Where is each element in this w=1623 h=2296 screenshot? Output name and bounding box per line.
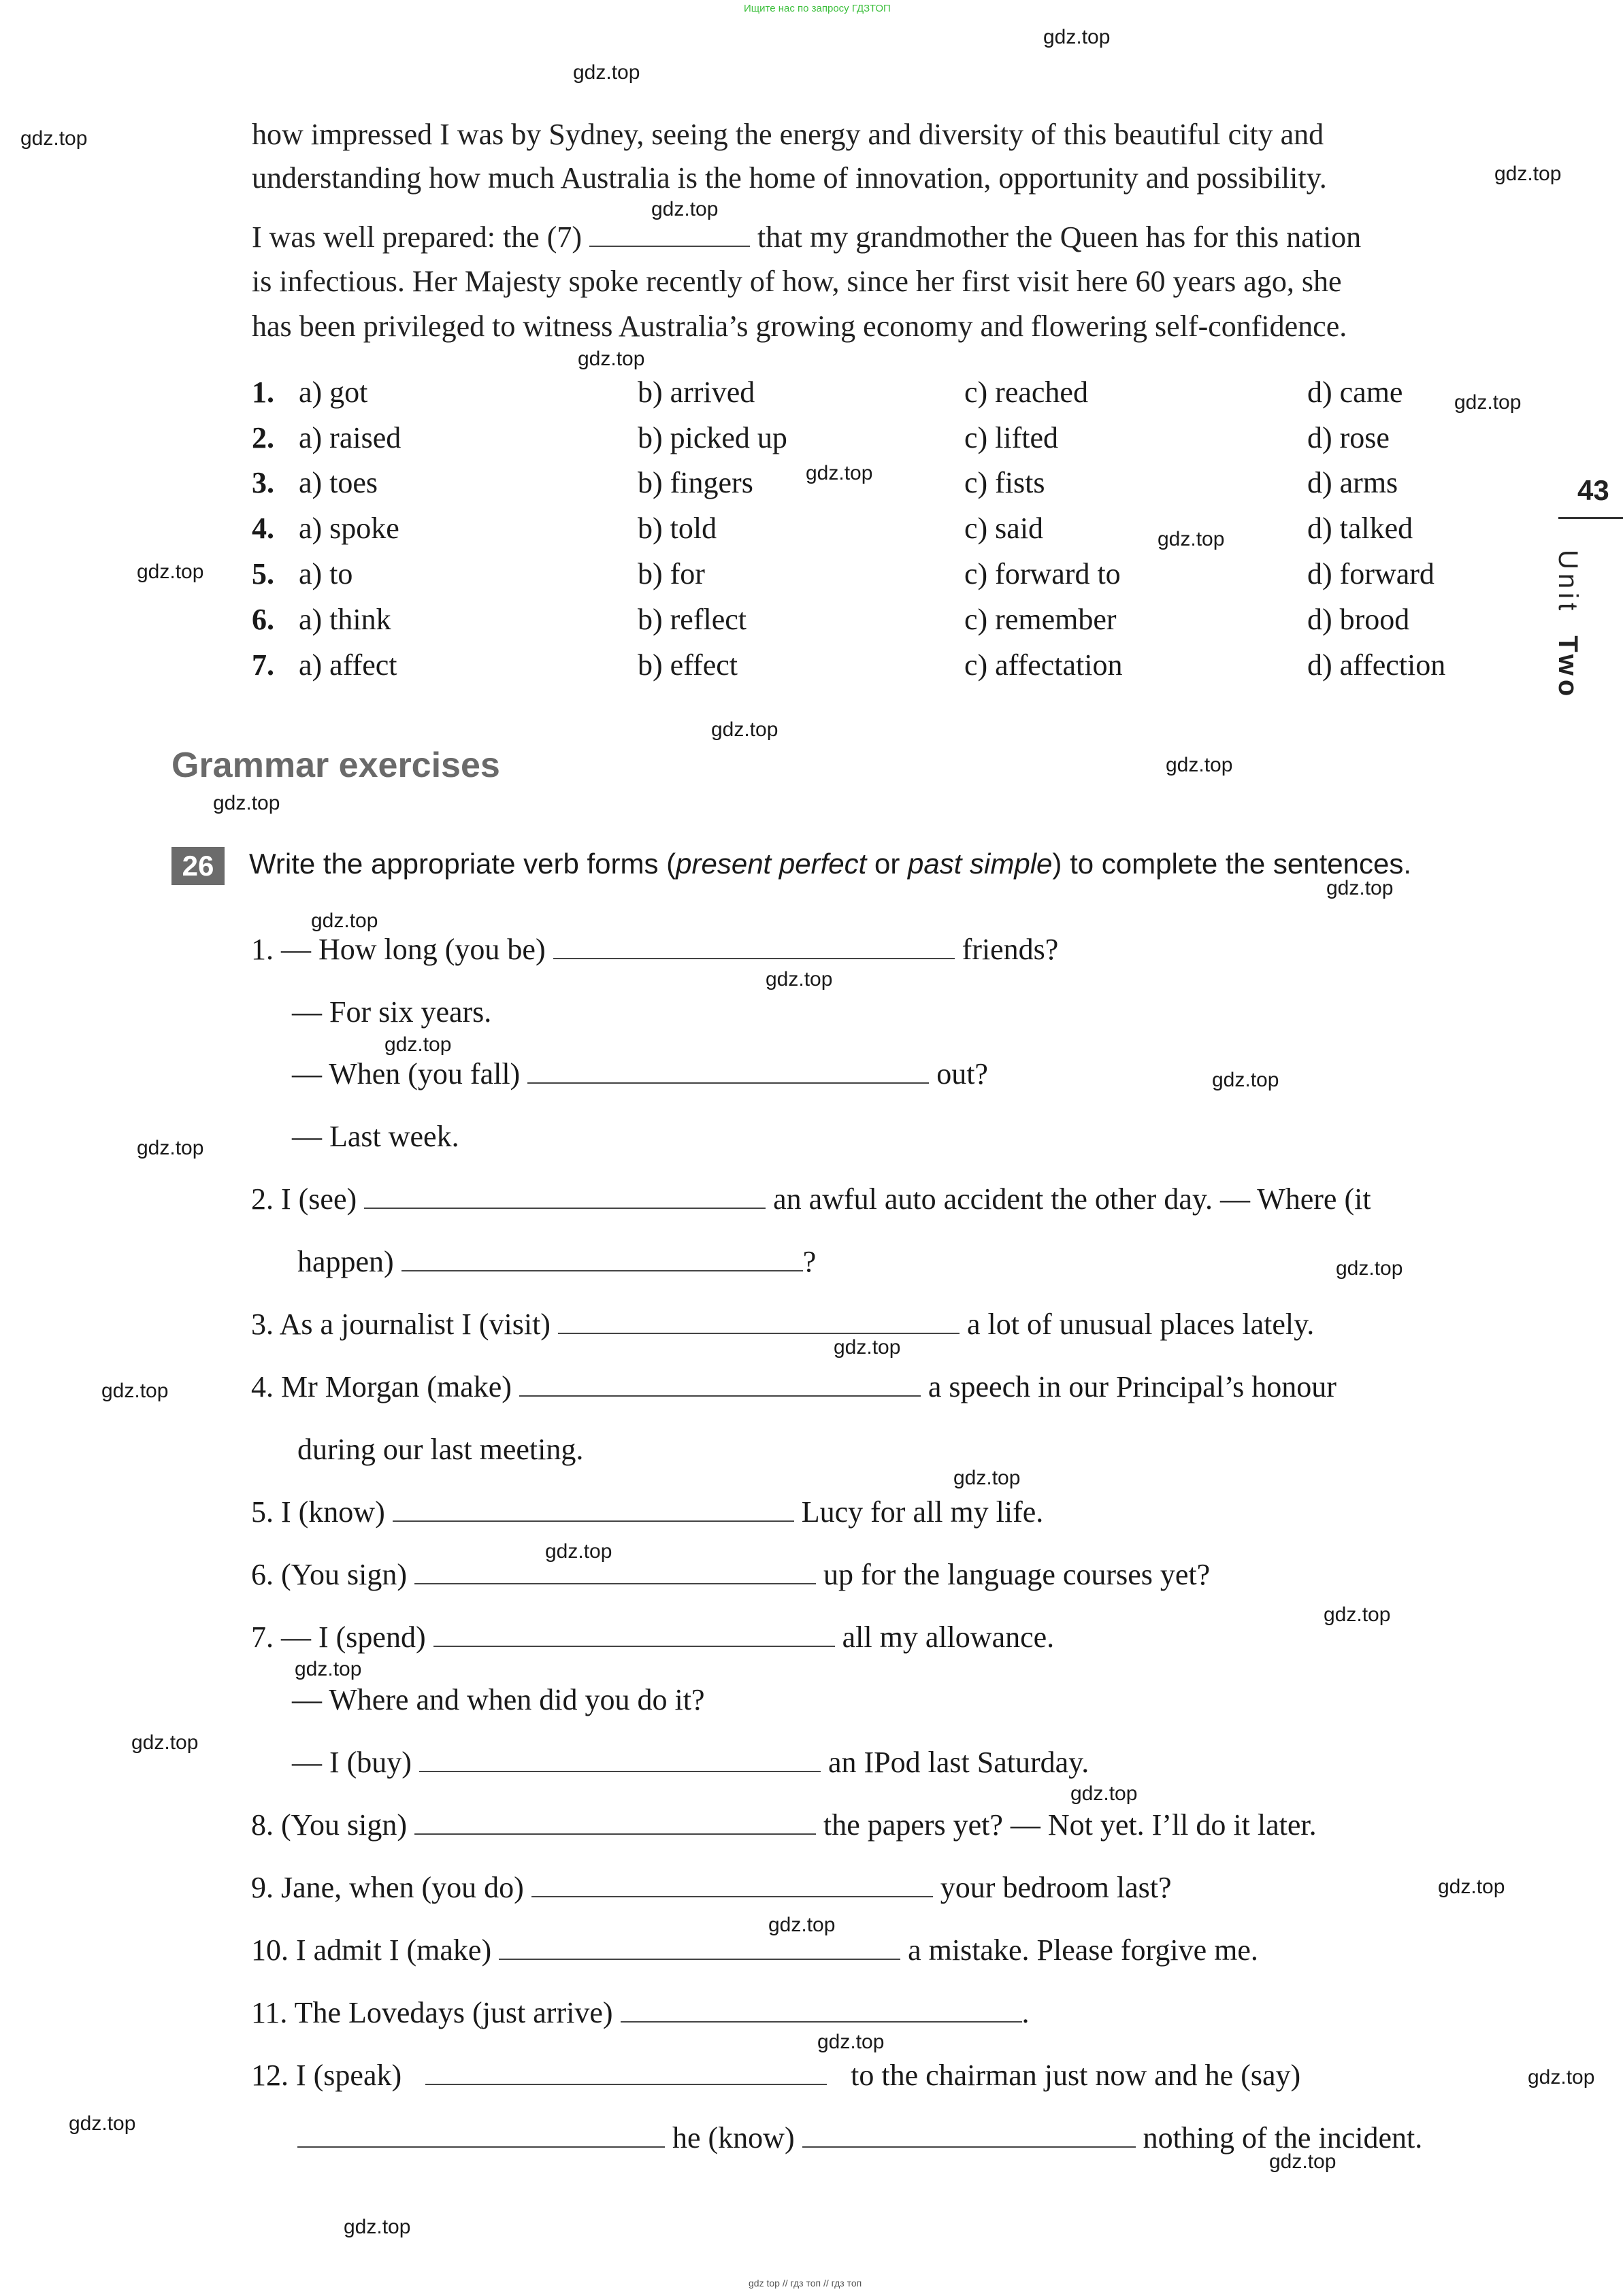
watermark: gdz.top: [1326, 877, 1394, 899]
option-d[interactable]: d) came: [1307, 376, 1403, 409]
option-a[interactable]: a) got: [299, 376, 368, 409]
footer-text: gdz top // гдз топ // гдз топ: [749, 2278, 862, 2289]
exercise-line: 5. I (know) Lucy for all my life.: [251, 1495, 1044, 1529]
exercise-line: 6. (You sign) up for the language courses yet?: [251, 1558, 1211, 1591]
exercise-line: 2. I (see) an awful auto accident the other day. — Where (it: [251, 1182, 1371, 1216]
option-a[interactable]: a) spoke: [299, 512, 399, 545]
option-b[interactable]: b) picked up: [638, 421, 787, 454]
exercise-line: — I (buy) an IPod last Saturday.: [292, 1746, 1089, 1779]
answer-blank[interactable]: [589, 225, 750, 247]
watermark: gdz.top: [69, 2112, 136, 2135]
exercise-line: he (know) nothing of the incident.: [297, 2120, 1422, 2155]
answer-blank[interactable]: [414, 1563, 816, 1584]
watermark: gdz.top: [101, 1380, 169, 1402]
option-c[interactable]: c) said: [964, 512, 1044, 545]
option-d[interactable]: d) affection: [1307, 648, 1446, 682]
page-number: 43: [1577, 474, 1609, 506]
answer-blank[interactable]: [297, 2126, 665, 2148]
watermark: gdz.top: [1324, 1603, 1391, 1626]
option-a[interactable]: a) think: [299, 603, 391, 636]
answer-blank[interactable]: [425, 2063, 827, 2085]
option-row: 5. a) to b) for c) forward to d) forward: [252, 557, 1435, 590]
watermark: gdz.top: [766, 968, 833, 991]
watermark: gdz.top: [806, 462, 873, 484]
exercise-line: 12. I (speak) to the chairman just now and he (say): [251, 2059, 1301, 2092]
option-row: 7. a) affect b) effect c) affectation d) affection: [252, 648, 1446, 682]
exercise-line: — Where and when did you do it?: [292, 1683, 705, 1716]
option-c[interactable]: c) reached: [964, 376, 1088, 409]
exercise-line: during our last meeting.: [297, 1433, 584, 1466]
top-notice: Ищите нас по запросу ГДЗТОП: [744, 3, 891, 14]
watermark: gdz.top: [295, 1658, 362, 1680]
exercise-line: — For six years.: [292, 995, 492, 1029]
option-b[interactable]: b) for: [638, 557, 705, 590]
exercise-line: 1. — How long (you be) friends?: [251, 933, 1059, 966]
answer-blank[interactable]: [393, 1500, 794, 1522]
option-a[interactable]: a) toes: [299, 466, 378, 499]
watermark: gdz.top: [1166, 754, 1233, 776]
exercise-line: 10. I admit I (make) a mistake. Please forgive me.: [251, 1933, 1258, 1967]
watermark: gdz.top: [545, 1540, 612, 1563]
watermark: gdz.top: [1336, 1257, 1403, 1280]
passage-line: is infectious. Her Majesty spoke recently of how, since her first visit here 60 years ago, she: [252, 265, 1342, 298]
option-c[interactable]: c) lifted: [964, 421, 1059, 454]
exercise-line: — When (you fall) out?: [292, 1057, 988, 1091]
watermark: gdz.top: [1070, 1782, 1138, 1805]
option-d[interactable]: d) rose: [1307, 421, 1390, 454]
option-d[interactable]: d) talked: [1307, 512, 1413, 545]
unit-label: Unit Two: [1553, 550, 1583, 701]
exercise-line: 9. Jane, when (you do) your bedroom last?: [251, 1871, 1172, 1904]
watermark: gdz.top: [20, 127, 88, 150]
answer-blank[interactable]: [364, 1187, 766, 1209]
passage-line: has been privileged to witness Australia’s growing economy and flowering self-confidence.: [252, 310, 1347, 343]
answer-blank[interactable]: [499, 1938, 900, 1960]
watermark: gdz.top: [384, 1033, 452, 1056]
watermark: gdz.top: [131, 1731, 199, 1754]
answer-blank[interactable]: [433, 1625, 835, 1647]
watermark: gdz.top: [768, 1914, 836, 1936]
option-c[interactable]: c) fists: [964, 466, 1045, 499]
option-b[interactable]: b) effect: [638, 648, 738, 682]
exercise-line: 3. As a journalist I (visit) a lot of unusual places lately.: [251, 1308, 1315, 1341]
watermark: gdz.top: [1438, 1876, 1505, 1898]
watermark: gdz.top: [651, 198, 719, 220]
watermark: gdz.top: [311, 910, 378, 932]
option-row: 6. a) think b) reflect c) remember d) brood: [252, 603, 1410, 636]
watermark: gdz.top: [1212, 1069, 1279, 1091]
option-c[interactable]: c) remember: [964, 603, 1117, 636]
answer-blank[interactable]: [527, 1062, 929, 1084]
answer-blank[interactable]: [401, 1250, 803, 1271]
passage-line: understanding how much Australia is the home of innovation, opportunity and possibility.: [252, 161, 1327, 195]
answer-blank[interactable]: [553, 937, 955, 959]
watermark: gdz.top: [573, 61, 640, 84]
exercise-line: — Last week.: [292, 1120, 459, 1153]
answer-blank[interactable]: [558, 1312, 960, 1334]
watermark: gdz.top: [834, 1336, 901, 1359]
exercise-instruction: Write the appropriate verb forms (present perfect or past simple) to complete the sentences.: [249, 848, 1412, 880]
answer-blank[interactable]: [531, 1876, 933, 1897]
watermark: gdz.top: [817, 2031, 885, 2053]
option-d[interactable]: d) arms: [1307, 466, 1398, 499]
option-a[interactable]: a) raised: [299, 421, 401, 454]
exercise-number-badge: 26: [171, 847, 225, 885]
passage-line: how impressed I was by Sydney, seeing the energy and diversity of this beautiful city and: [252, 118, 1324, 151]
passage-line: I was well prepared: the (7) that my grandmother the Queen has for this nation: [252, 220, 1362, 254]
exercise-line: 11. The Lovedays (just arrive) .: [251, 1996, 1030, 2029]
exercise-line: 8. (You sign) the papers yet? — Not yet. I’ll do it later.: [251, 1808, 1317, 1842]
option-row: 1. a) got b) arrived c) reached d) came: [252, 376, 1403, 409]
answer-blank[interactable]: [419, 1750, 821, 1772]
answer-blank[interactable]: [621, 2001, 1022, 2023]
option-d[interactable]: d) brood: [1307, 603, 1410, 636]
watermark: gdz.top: [1158, 528, 1225, 550]
watermark: gdz.top: [1494, 163, 1562, 185]
exercise-line: happen) ?: [297, 1245, 817, 1278]
watermark: gdz.top: [213, 792, 280, 814]
option-b[interactable]: b) arrived: [638, 376, 755, 409]
option-row: 4. a) spoke b) told c) said d) talked: [252, 512, 1413, 545]
exercise-line: 4. Mr Morgan (make) a speech in our Principal’s honour: [251, 1370, 1337, 1403]
watermark: gdz.top: [1269, 2150, 1337, 2173]
option-a[interactable]: a) to: [299, 557, 353, 590]
watermark: gdz.top: [953, 1467, 1021, 1489]
watermark: gdz.top: [137, 1137, 204, 1159]
watermark: gdz.top: [344, 2216, 411, 2238]
section-heading: Grammar exercises: [171, 746, 500, 785]
watermark: gdz.top: [1528, 2066, 1595, 2089]
option-d[interactable]: d) forward: [1307, 557, 1435, 590]
answer-blank[interactable]: [802, 2126, 1136, 2148]
watermark: gdz.top: [1454, 391, 1522, 414]
option-b[interactable]: b) reflect: [638, 603, 747, 636]
watermark: gdz.top: [711, 718, 778, 741]
option-c[interactable]: c) affectation: [964, 648, 1123, 682]
option-a[interactable]: a) affect: [299, 648, 397, 682]
watermark: gdz.top: [137, 561, 204, 583]
answer-blank[interactable]: [519, 1375, 921, 1397]
answer-blank[interactable]: [414, 1813, 816, 1835]
option-b[interactable]: b) told: [638, 512, 717, 545]
option-row: 3. a) toes b) fingers c) fists d) arms: [252, 466, 1398, 499]
option-b[interactable]: b) fingers: [638, 466, 753, 499]
exercise-line: 7. — I (spend) all my allowance.: [251, 1620, 1055, 1654]
side-tab-rule: [1558, 517, 1623, 519]
option-row: 2. a) raised b) picked up c) lifted d) rose: [252, 421, 1390, 454]
watermark: gdz.top: [1043, 26, 1111, 48]
watermark: gdz.top: [578, 348, 645, 370]
option-c[interactable]: c) forward to: [964, 557, 1121, 590]
